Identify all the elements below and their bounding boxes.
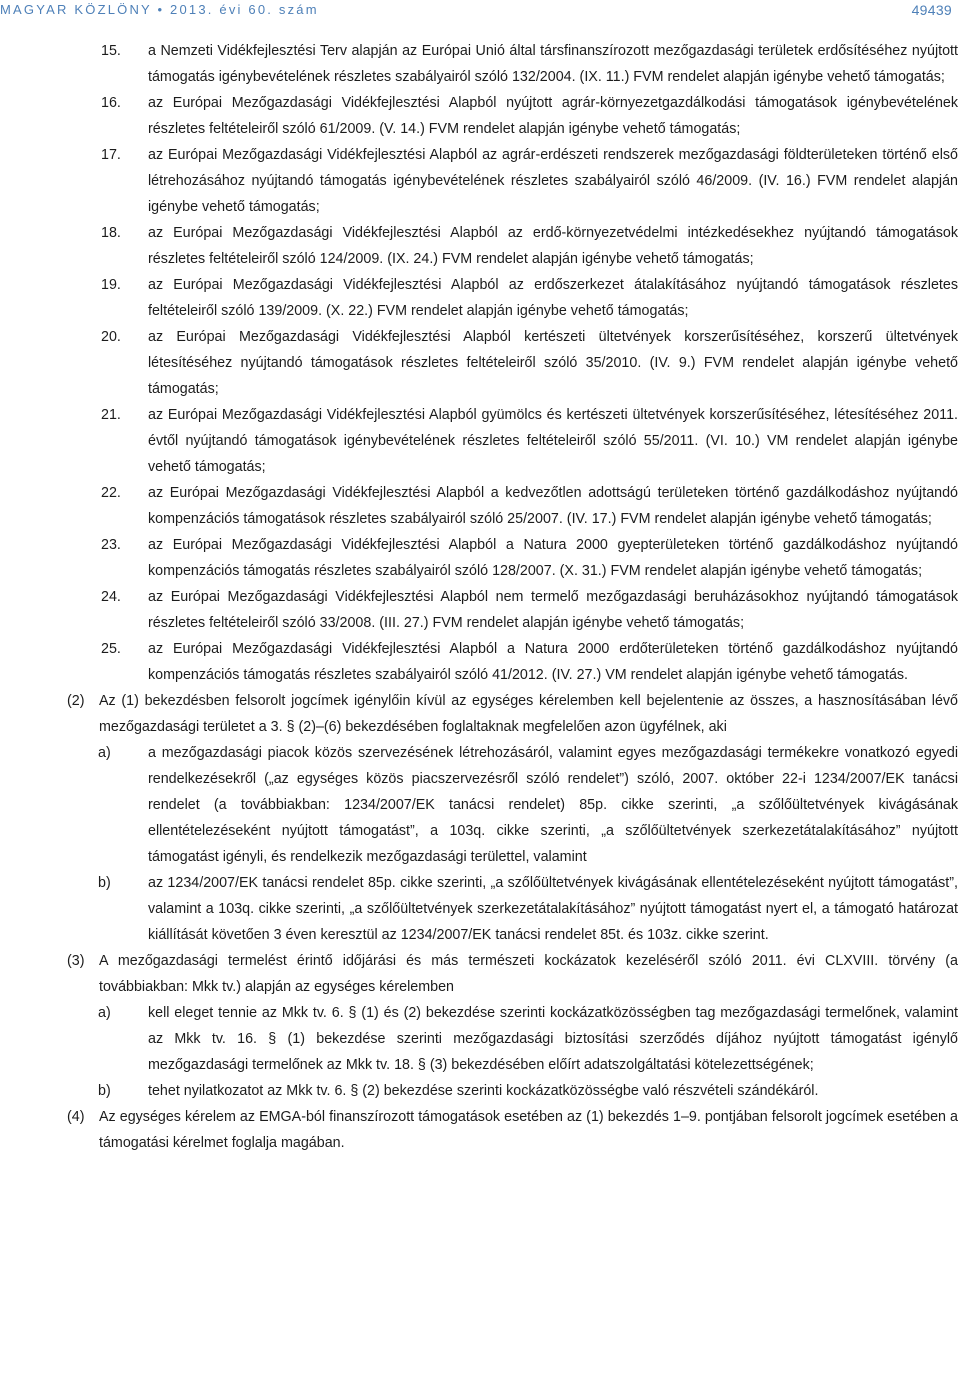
item-text: a Nemzeti Vidékfejlesztési Terv alapján az Európai Unió által társfinanszírozott mezőgazdasági területek erdősítéséhez nyújtott támogatás igénybevételének részletes szabályairól szóló 132/2004. (IX. 11.) FVM rendelet alapján igénybe vehető támogatás; (148, 43, 958, 85)
sub-item-text: a mezőgazdasági piacok közös szervezésének létrehozásáról, valamint egyes mezőgazdasági termékekre vonatkozó egyedi rendelkezésekről („az egységes közös piacszervezésről szóló rendelet”) szóló, 2007. október 22-i 1234/2007/EK tanácsi rendelet (a továbbiakban: 1234/2007/EK tanácsi rendelet) 85p. cikke szerinti, „a szőlőültetvények kivágásának ellentételezéseként nyújtott támogatást”, a 103q. cikke szerinti, „a szőlőültetvények szerkezetátalakításához” nyújtott támogatást igényli, és rendelkezik mezőgazdasági területtel, valamint (148, 745, 958, 865)
list-item (0, 636, 960, 688)
item-number: 21. (101, 407, 121, 423)
list-item (0, 272, 960, 324)
item-text: az Európai Mezőgazdasági Vidékfejlesztési Alapból nem termelő mezőgazdasági beruházásokhoz nyújtandó támogatások részletes feltételeiről szóló 33/2008. (III. 27.) FVM rendelet alapján igénybe vehető támogatás; (148, 589, 958, 631)
item-number: 16. (101, 95, 121, 111)
paragraph-text: Az egységes kérelem az EMGA-ból finanszírozott támogatások esetében az (1) bekezdés 1–9. pontjában felsorolt jogcímek esetében a támogatási kérelmet foglalja magában. (99, 1109, 958, 1151)
item-text: az Európai Mezőgazdasági Vidékfejlesztési Alapból az agrár-erdészeti rendszerek mezőgazdasági földterületeken történő első létrehozásához nyújtandó támogatás igénybevételének részletes szabályairól szóló 46/2009. (IV. 16.) FVM rendelet alapján igénybe vehető támogatás; (148, 147, 958, 215)
list-item (0, 532, 960, 584)
sub-item (0, 1000, 960, 1078)
list-item (0, 584, 960, 636)
item-text: az Európai Mezőgazdasági Vidékfejlesztési Alapból a Natura 2000 erdőterületeken történő gazdálkodáshoz nyújtandó kompenzációs támogatás részletes szabályairól szóló 41/2012. (IV. 27.) VM rendelet alapján igénybe vehető támogatás. (148, 641, 958, 683)
paragraph (0, 948, 960, 1000)
paragraph-text: A mezőgazdasági termelést érintő időjárási és más természeti kockázatok kezeléséről szóló 2011. évi CLXVIII. törvény (a továbbiakban: Mkk tv.) alapján az egységes kérelemben (99, 953, 958, 995)
paragraph-text: Az (1) bekezdésben felsorolt jogcímek igénylőin kívül az egységes kérelemben kell bejelentenie az összes, a hasznosításában lévő mezőgazdasági területet a 3. § (2)–(6) bekezdésében foglaltaknak megfelelően azon ügyfélnek, aki (99, 693, 958, 735)
item-text: az Európai Mezőgazdasági Vidékfejlesztési Alapból a kedvezőtlen adottságú területeken történő gazdálkodáshoz nyújtandó kompenzációs támogatások részletes szabályairól szóló 25/2007. (IV. 17.) FVM rendelet alapján igénybe vehető támogatás; (148, 485, 958, 527)
paragraph (0, 688, 960, 740)
page-header (0, 0, 960, 24)
sub-item-letter: b) (98, 1083, 111, 1099)
item-text: az Európai Mezőgazdasági Vidékfejlesztési Alapból a Natura 2000 gyepterületeken történő gazdálkodáshoz nyújtandó kompenzációs támogatás részletes szabályairól szóló 128/2007. (X. 31.) FVM rendelet alapján igénybe vehető támogatás; (148, 537, 958, 579)
list-item (0, 480, 960, 532)
paragraph-number: (4) (67, 1109, 85, 1125)
item-number: 20. (101, 329, 121, 345)
list-item (0, 220, 960, 272)
paragraph-number: (2) (67, 693, 85, 709)
item-text: az Európai Mezőgazdasági Vidékfejlesztési Alapból az erdő-környezetvédelmi intézkedésekhez nyújtandó támogatások részletes feltételeiről szóló 124/2009. (IX. 24.) FVM rendelet alapján igénybe vehető támogatás; (148, 225, 958, 267)
item-number: 18. (101, 225, 121, 241)
item-number: 24. (101, 589, 121, 605)
paragraph (0, 1104, 960, 1156)
sub-item-text: tehet nyilatkozatot az Mkk tv. 6. § (2) bekezdése szerinti kockázatközösségbe való részvételi szándékáról. (148, 1083, 819, 1099)
list-item (0, 90, 960, 142)
item-number: 17. (101, 147, 121, 163)
sub-item (0, 1078, 960, 1104)
sub-item-letter: a) (98, 1005, 111, 1021)
list-item (0, 324, 960, 402)
item-number: 19. (101, 277, 121, 293)
document-body (0, 38, 960, 1156)
item-text: az Európai Mezőgazdasági Vidékfejlesztési Alapból kertészeti ültetvények korszerűsítéséhez, korszerű ültetvények létesítéséhez nyújtandó támogatások részletes feltételeiről szóló 35/2010. (IV. 9.) FVM rendelet alapján igénybe vehető támogatás; (148, 329, 958, 397)
item-text: az Európai Mezőgazdasági Vidékfejlesztési Alapból nyújtott agrár-környezetgazdálkodási támogatások igénybevételének részletes feltételeiről szóló 61/2009. (V. 14.) FVM rendelet alapján igénybe vehető támogatás; (148, 95, 958, 137)
sub-item-letter: a) (98, 745, 111, 761)
sub-item-text: az 1234/2007/EK tanácsi rendelet 85p. cikke szerinti, „a szőlőültetvények kivágásának ellentételezéseként nyújtott támogatást”, valamint a 103q. cikke szerinti, „a szőlőültetvények szerkezetátalakításához” nyújtott támogatást nyert el, a támogató határozat kiállítását követően 3 éven keresztül az 1234/2007/EK tanácsi rendelet 85t. és 103z. cikke szerint. (148, 875, 958, 943)
item-text: az Európai Mezőgazdasági Vidékfejlesztési Alapból az erdőszerkezet átalakításához nyújtandó támogatások részletes feltételeiről szóló 139/2009. (X. 22.) FVM rendelet alapján igénybe vehető támogatás; (148, 277, 958, 319)
list-item (0, 38, 960, 90)
sub-item-text: kell eleget tennie az Mkk tv. 6. § (1) és (2) bekezdése szerinti kockázatközösségben tag mezőgazdasági termelőnek, valamint az Mkk tv. 16. § (1) bekezdése szerinti mezőgazdasági biztosítási szerződés díjához nyújtott támogatást igénylő mezőgazdasági termelőnek az Mkk tv. 18. § (3) bekezdésében előírt adatszolgáltatási kötelezettségének; (148, 1005, 958, 1073)
sub-item (0, 870, 960, 948)
paragraph-number: (3) (67, 953, 85, 969)
page-number: 49439 (911, 2, 952, 18)
item-number: 22. (101, 485, 121, 501)
sub-item (0, 740, 960, 870)
item-number: 15. (101, 43, 121, 59)
item-number: 25. (101, 641, 121, 657)
running-header-title: MAGYAR KÖZLÖNY • 2013. évi 60. szám (0, 2, 319, 17)
sub-item-letter: b) (98, 875, 111, 891)
list-item (0, 142, 960, 220)
item-number: 23. (101, 537, 121, 553)
list-item (0, 402, 960, 480)
item-text: az Európai Mezőgazdasági Vidékfejlesztési Alapból gyümölcs és kertészeti ültetvények korszerűsítéséhez, létesítéséhez 2011. évtől nyújtandó támogatások igénybevételének részletes feltételeiről szóló 55/2011. (VI. 10.) VM rendelet alapján igénybe vehető támogatás; (148, 407, 958, 475)
